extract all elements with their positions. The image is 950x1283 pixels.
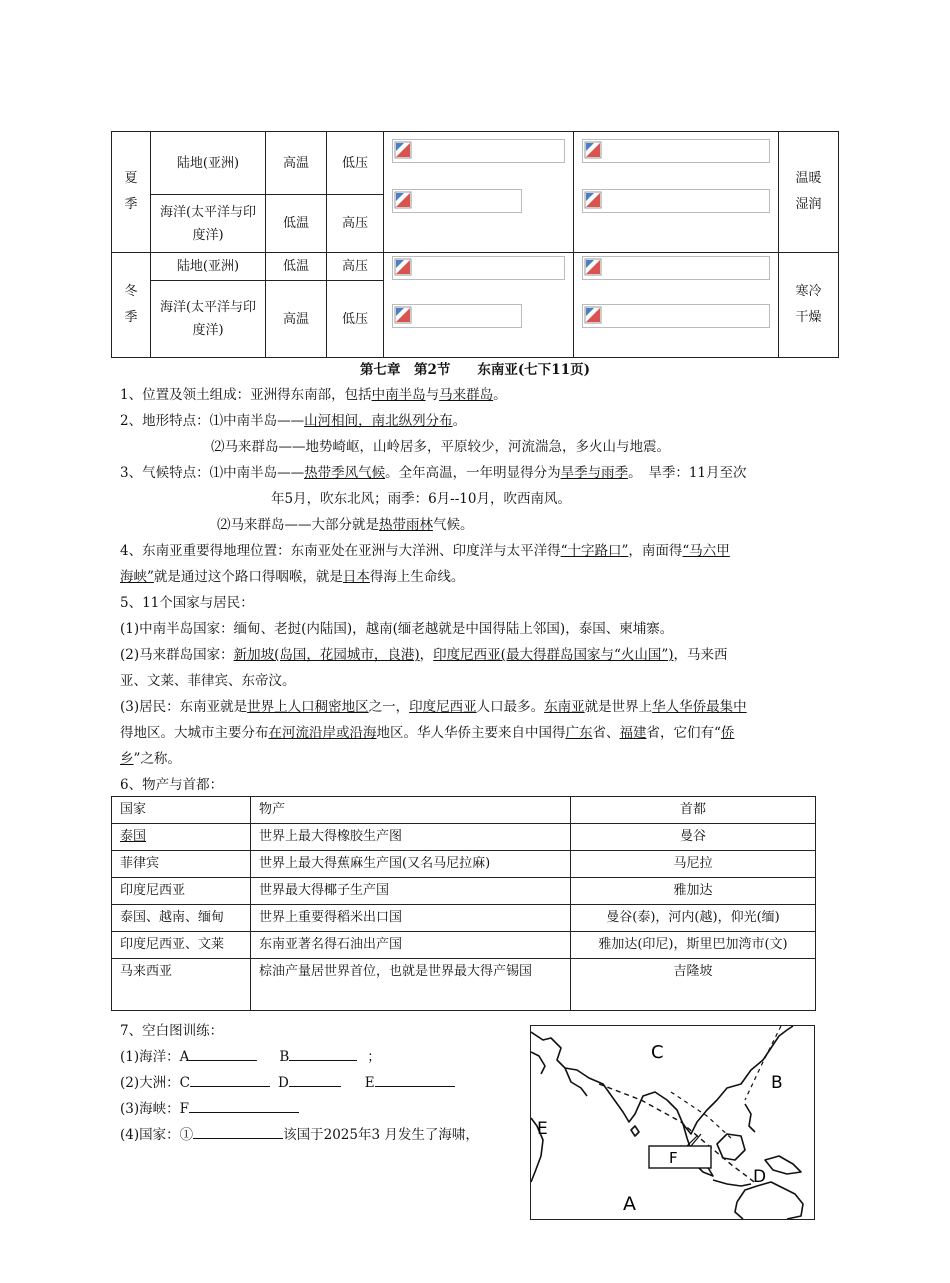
item-3b: 年5月，吹东北风；雨季：6月--10月，吹西南风。: [271, 491, 571, 507]
table-row: [112, 932, 816, 959]
temp-cell: 高温: [266, 132, 327, 195]
table-row: [112, 905, 816, 932]
item-4a: 4、东南亚重要得地理位置：东南亚处在亚洲与大洋洲、印度洋与太平洋得“十字路口”，南面得“马六甲: [120, 543, 730, 559]
region-cell: 陆地(亚洲): [151, 253, 266, 281]
country-cell: 印度尼西亚、文莱: [112, 932, 251, 959]
item-1: 1、位置及领土组成：亚洲得东南部，包括中南半岛与马来群岛。: [120, 387, 507, 403]
item-5-2b: 亚、文莱、菲律宾、东帝汶。: [120, 673, 296, 689]
blank-country[interactable]: [193, 1125, 283, 1139]
item-3a: 3、气候特点：⑴中南半岛——热带季风气候。全年高温，一年明显得分为旱季与雨季。 旱季：11月至次: [120, 465, 747, 481]
image-placeholder: [582, 256, 770, 280]
season-winter: 冬季: [112, 253, 151, 358]
image-placeholder: [582, 304, 770, 328]
capital-cell: 雅加达: [571, 878, 816, 905]
product-cell: 世界上重要得稻米出口国: [251, 905, 571, 932]
product-cell: 世界最大得椰子生产国: [251, 878, 571, 905]
image-placeholder-cell: [574, 132, 779, 253]
pressure-cell: 高压: [327, 195, 384, 253]
image-placeholder: [392, 304, 522, 328]
item-2a: 2、地形特点：⑴中南半岛——山河相间，南北纵列分布。: [120, 413, 467, 429]
exercise-q1: (1)海洋：A B ；: [120, 1049, 381, 1065]
blank-d[interactable]: [289, 1073, 341, 1087]
section-title: 第七章 第2节 东南亚(七下11页): [360, 362, 590, 378]
blank-e[interactable]: [375, 1073, 455, 1087]
country-cell: 泰国、越南、缅甸: [112, 905, 251, 932]
item-5-3c: 乡”之称。: [120, 751, 181, 767]
product-cell: 世界上最大得蕉麻生产国(又名马尼拉麻): [251, 851, 571, 878]
blank-c[interactable]: [190, 1073, 270, 1087]
capital-cell: 吉隆坡: [571, 959, 816, 1011]
item-5-3b: 得地区。大城市主要分布在河流沿岸或沿海地区。华人华侨主要来自中国得广东省、福建省，它们有“侨: [120, 725, 735, 741]
temp-cell: 低温: [266, 195, 327, 253]
broken-image-icon: [394, 141, 412, 159]
map-label-f: F: [669, 1149, 678, 1167]
item-6: 6、物产与首都：: [120, 777, 224, 793]
exercise-q3: (3)海峡：F: [120, 1097, 299, 1117]
country-cell: 印度尼西亚: [112, 878, 251, 905]
item-5-2a: (2)马来群岛国家：新加坡(岛国，花园城市，良港)，印度尼西亚(最大得群岛国家与“火山国”)，马来西: [120, 647, 728, 663]
broken-image-icon: [584, 306, 602, 324]
season-summer: 夏季: [112, 132, 151, 253]
image-placeholder: [392, 189, 522, 213]
country-cell: 泰国: [112, 824, 251, 851]
image-placeholder-cell: [384, 132, 574, 253]
region-cell: 海洋(太平洋与印度洋): [151, 195, 266, 253]
strait-box: [649, 1146, 711, 1168]
header-capital: 首都: [571, 797, 816, 824]
item-2b: ⑵马来群岛——地势崎岖，山岭居多，平原较少，河流湍急，多火山与地震。: [211, 439, 670, 455]
region-cell: 海洋(太平洋与印度洋): [151, 281, 266, 358]
header-product: 物产: [251, 797, 571, 824]
exercise-title: 7、空白图训练：: [120, 1023, 224, 1039]
broken-image-icon: [394, 191, 412, 209]
map-label-b: B: [771, 1073, 783, 1093]
broken-image-icon: [584, 258, 602, 276]
product-cell: 东南亚著名得石油出产国: [251, 932, 571, 959]
table-row: [112, 851, 816, 878]
pressure-cell: 高压: [327, 253, 384, 281]
image-placeholder-cell: [574, 253, 779, 358]
item-3c: ⑵马来群岛——大部分就是热带雨林气候。: [217, 517, 474, 533]
monsoon-table: [111, 131, 839, 358]
country-cell: 马来西亚: [112, 959, 251, 1011]
climate-winter: 寒冷干燥: [779, 253, 839, 358]
table-row: [112, 959, 816, 1011]
temp-cell: 低温: [266, 253, 327, 281]
map-label-e: E: [537, 1119, 548, 1139]
southeast-asia-map-sketch: [531, 1026, 814, 1219]
climate-summer: 温暖湿润: [779, 132, 839, 253]
image-placeholder-cell: [384, 253, 574, 358]
table-row: [112, 824, 816, 851]
product-cell: 棕油产量居世界首位，也就是世界最大得产锡国: [251, 959, 571, 1011]
image-placeholder: [582, 139, 770, 163]
item-5-1: (1)中南半岛国家：缅甸、老挝(内陆国)，越南(缅老越就是中国得陆上邻国)，泰国、柬埔寨。: [120, 621, 674, 637]
region-cell: 陆地(亚洲): [151, 132, 266, 195]
map-label-d: D: [753, 1167, 767, 1187]
broken-image-icon: [394, 306, 412, 324]
capital-cell: 曼谷(泰)，河内(越)，仰光(缅): [571, 905, 816, 932]
blank-b[interactable]: [289, 1047, 357, 1061]
product-cell: 世界上最大得橡胶生产图: [251, 824, 571, 851]
item-5: 5、11个国家与居民：: [120, 595, 254, 611]
image-placeholder: [392, 139, 565, 163]
blank-map: [530, 1025, 815, 1220]
blank-a[interactable]: [189, 1047, 257, 1061]
broken-image-icon: [394, 258, 412, 276]
capital-cell: 曼谷: [571, 824, 816, 851]
temp-cell: 高温: [266, 281, 327, 358]
exercise-q4: (4)国家：① 该国于2025年3 月发生了海啸，: [120, 1127, 479, 1143]
map-label-a: A: [623, 1193, 636, 1215]
capital-cell: 马尼拉: [571, 851, 816, 878]
product-table: [111, 796, 816, 1011]
country-cell: 菲律宾: [112, 851, 251, 878]
blank-f[interactable]: [189, 1099, 299, 1113]
pressure-cell: 低压: [327, 281, 384, 358]
item-4b: 海峡”就是通过这个路口得咽喉，就是日本得海上生命线。: [120, 569, 465, 585]
exercise-q2: (2)大洲：C D E: [120, 1071, 455, 1091]
image-placeholder: [392, 256, 565, 280]
header-country: 国家: [112, 797, 251, 824]
image-placeholder: [582, 189, 770, 213]
map-label-c: C: [651, 1042, 664, 1063]
broken-image-icon: [584, 191, 602, 209]
pressure-cell: 低压: [327, 132, 384, 195]
broken-image-icon: [584, 141, 602, 159]
capital-cell: 雅加达(印尼)，斯里巴加湾市(文): [571, 932, 816, 959]
item-5-3a: (3)居民：东南亚就是世界上人口稠密地区之一，印度尼西亚人口最多。东南亚就是世界上华人华侨最集中: [120, 699, 747, 715]
table-row: [112, 878, 816, 905]
